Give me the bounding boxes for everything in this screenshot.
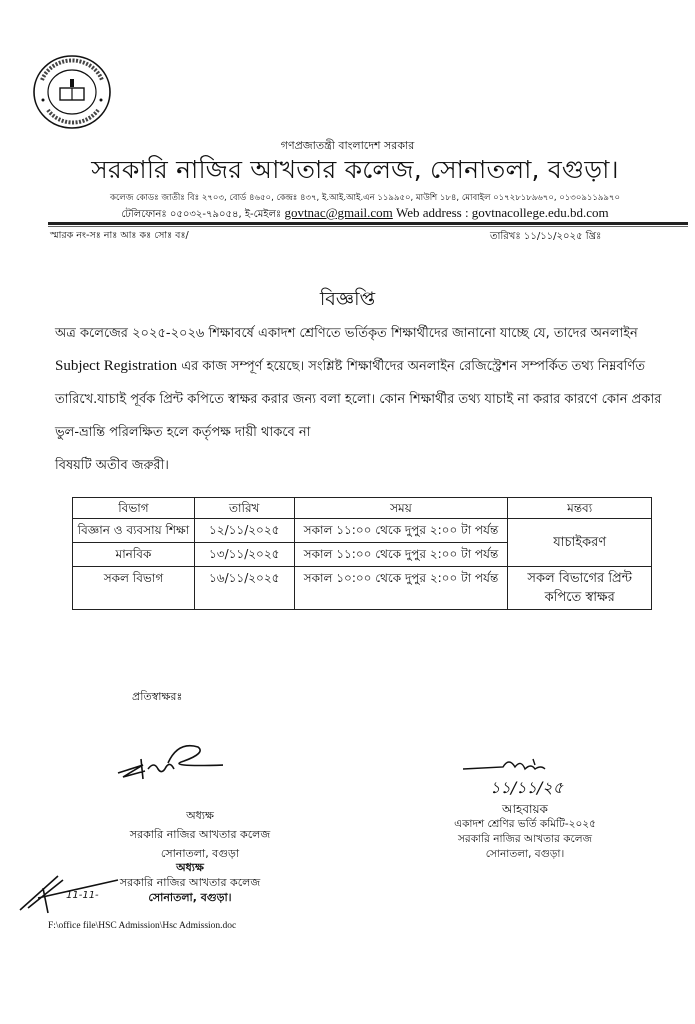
header-dept: বিভাগ xyxy=(73,498,195,519)
notice-text-last: বিষয়টি অতীব জরুরী। xyxy=(55,458,169,473)
cell-time: সকাল ১১:০০ থেকে দুপুর ২:০০ টা পর্যন্ত xyxy=(294,543,508,567)
notice-text-2: এর কাজ সম্পূর্ণ হয়েছে। সংশ্লিষ্ট শিক্ষার্থীদের অনলাইন রেজিস্ট্রেশন সম্পর্কিত তথ্য নিম্নবর্ণিত তারিখে.যাচাই পূর্বক প্রিন্ট কপিতে স্বাক্ষর করার জন্য বলা হলো। কোন শিক্ষার্থীর তথ্য যাচাই না করার কারণে কোন প্রকার ভুল-ভ্রান্তি পরিলক্ষিত হলে কর্তৃপক্ষ দায়ী থাকবে না xyxy=(55,359,662,440)
notice-text-en: Subject Registration xyxy=(55,358,178,374)
cell-remark-sign: সকল বিভাগের প্রিন্ট কপিতে স্বাক্ষর xyxy=(508,567,652,610)
seal-handwritten-date: 11-11- xyxy=(66,890,99,901)
file-path: F:\office file\HSC Admission\Hsc Admission.doc xyxy=(48,921,237,931)
convener-committee: একাদশ শ্রেণির ভর্তি কমিটি-২০২৫ xyxy=(454,818,596,830)
cell-time: সকাল ১১:০০ থেকে দুপুর ২:০০ টা পর্যন্ত xyxy=(294,519,508,543)
web-label: Web address : xyxy=(396,205,469,220)
convener-college: সরকারি নাজির আখতার কলেজ xyxy=(457,833,592,845)
header-date: তারিখ xyxy=(194,498,294,519)
cell-dept: বিজ্ঞান ও ব্যবসায় শিক্ষা xyxy=(73,519,195,543)
header-remark: মন্তব্য xyxy=(508,498,652,519)
table-row xyxy=(73,567,652,610)
email-link[interactable]: govtnac@gmail.com xyxy=(284,205,393,220)
convener-handwritten-date: ১১/১১/২৫ xyxy=(490,778,564,797)
cell-time: সকাল ১০:০০ থেকে দুপুর ২:০০ টা পর্যন্ত xyxy=(294,567,508,610)
convener-title: আহবায়ক xyxy=(502,802,548,816)
cell-date: ১৬/১১/২০২৫ xyxy=(194,567,294,610)
web-address: govtnacollege.edu.bd.com xyxy=(471,205,609,220)
cell-date: ১৩/১১/২০২৫ xyxy=(194,543,294,567)
issue-date: তারিখঃ ১১/১১/২০২৫ খ্রিঃ xyxy=(490,231,602,242)
phone-label: টেলিফোনঃ ০৫০৩২-৭৯০৫৪, ই-মেইলঃ xyxy=(121,209,282,220)
college-codes-line: কলেজ কোডঃ জাতীঃ বিঃ ২৭০৩, বোর্ড ৪৬৫০, কেন্দ্রঃ ৪৩৭, ই.আই.আই.এন ১১৯৯৫০, মাউশি ১৮৪, মোবাইল ০১৭২৮১৮৯৬৭০, ০১৩০৯১১৯৯৭০ xyxy=(110,193,620,203)
principal-place: সোনাতলা, বগুড়া xyxy=(160,847,240,860)
cell-remark-verify: যাচাইকরণ xyxy=(508,519,652,567)
header-time: সময় xyxy=(294,498,508,519)
notice-text-1: অত্র কলেজের ২০২৫-২০২৬ শিক্ষাবর্ষে একাদশ শ্রেণিতে ভর্তিকৃত শিক্ষার্থীদের জানানো যাচ্ছে যে, তাদের অনলাইন xyxy=(55,326,638,341)
principal-title: অধ্যক্ষ xyxy=(186,809,214,822)
notice-title: বিজ্ঞপ্তি xyxy=(319,288,376,310)
principal-college: সরকারি নাজির আখতার কলেজ xyxy=(129,828,271,841)
table-header-row xyxy=(73,498,652,519)
principal-signature xyxy=(113,735,223,785)
convener-block xyxy=(425,802,625,862)
college-name-heading: সরকারি নাজির আখতার কলেজ, সোনাতলা, বগুড়া। xyxy=(91,155,619,184)
notice-body xyxy=(55,317,665,482)
countersign-label: প্রতিস্বাক্ষরঃ xyxy=(132,690,183,703)
convener-place: সোনাতলা, বগুড়া। xyxy=(485,848,565,860)
seal-signature xyxy=(18,868,128,918)
college-logo xyxy=(30,50,115,135)
cell-dept: সকল বিভাগ xyxy=(73,567,195,610)
principal-block xyxy=(80,806,320,863)
government-line: গণপ্রজাতন্ত্রী বাংলাদেশ সরকার xyxy=(280,139,415,152)
cell-dept: মানবিক xyxy=(73,543,195,567)
header-divider xyxy=(48,222,688,225)
seal-title: অধ্যক্ষ xyxy=(176,861,204,874)
table-row xyxy=(73,519,652,543)
seal-college: সরকারি নাজির আখতার কলেজ xyxy=(119,876,261,889)
seal-place: সোনাতলা, বগুড়া। xyxy=(148,891,232,904)
cell-date: ১২/১১/২০২৫ xyxy=(194,519,294,543)
header-divider-thin xyxy=(48,226,688,227)
schedule-table xyxy=(72,497,652,610)
memo-number: স্মারক নং-সঃ নাঃ আঃ কঃ সোঃ বঃ/ xyxy=(50,230,189,241)
